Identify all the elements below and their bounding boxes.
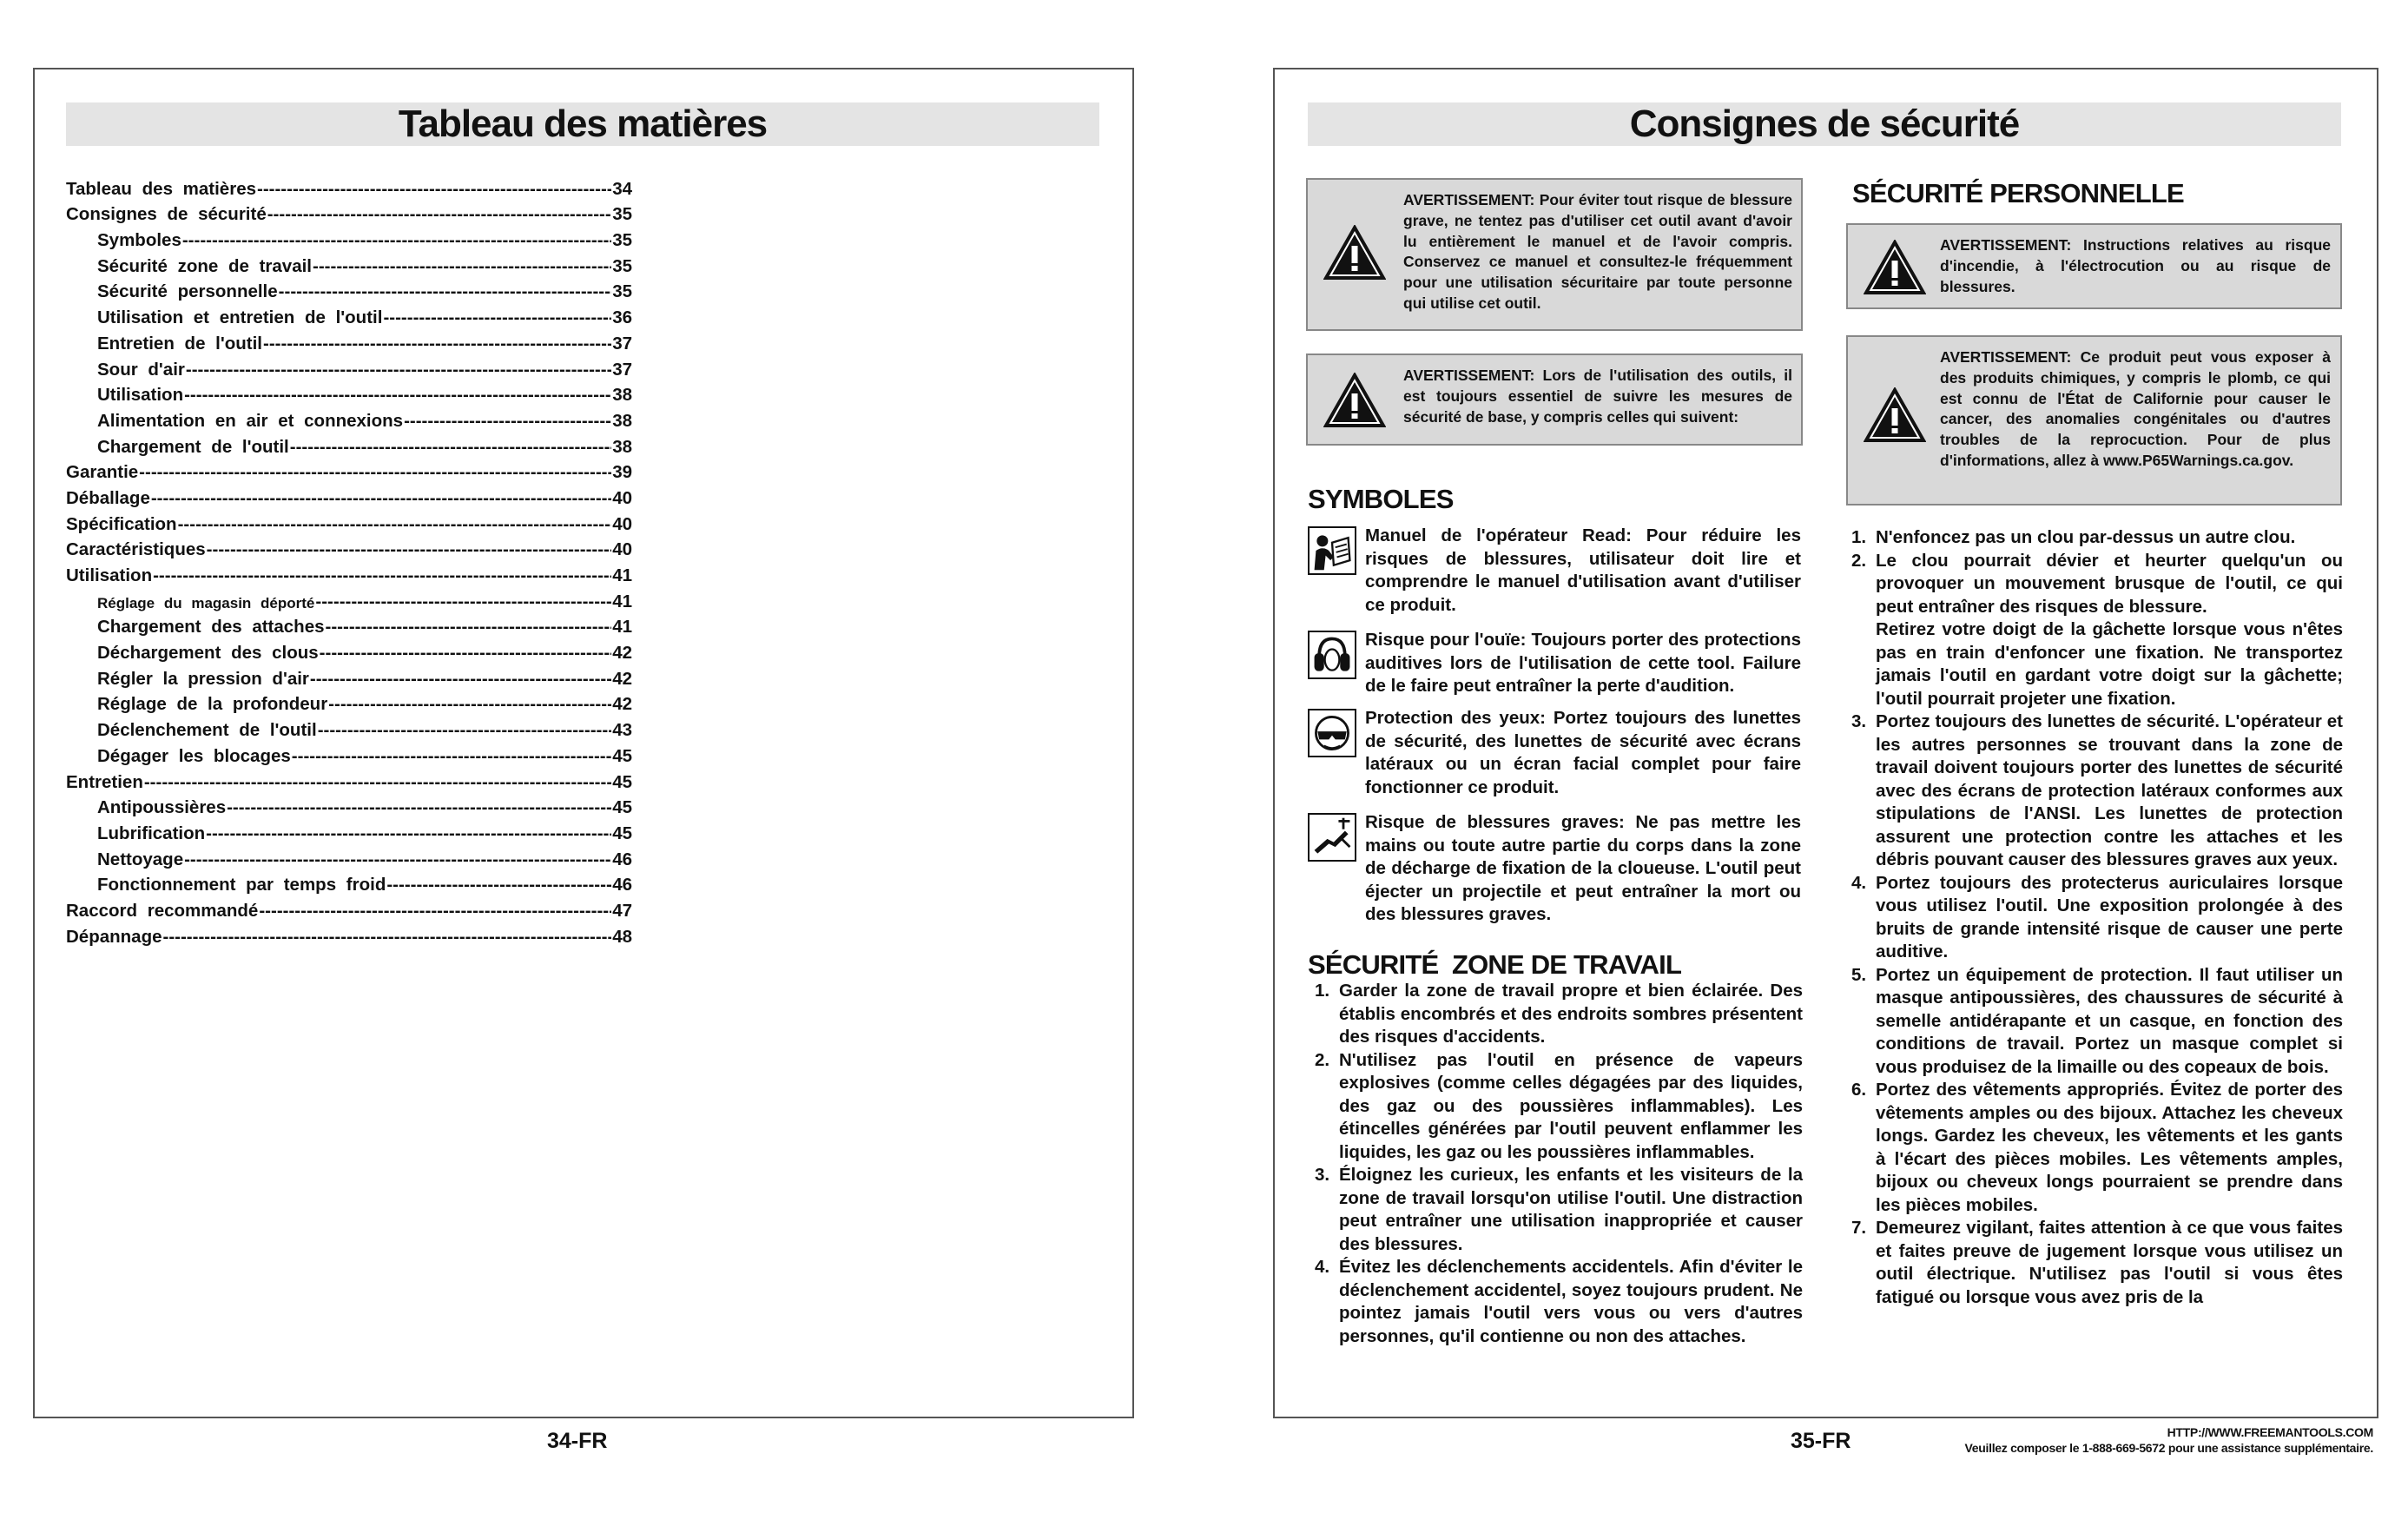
toc-entry <box>66 174 632 200</box>
toc-leader <box>186 360 611 380</box>
warning-box-basic-safety <box>1306 354 1803 446</box>
toc-label: Déchargement des clous <box>97 643 319 664</box>
toc-entry <box>66 354 632 380</box>
toc-label: Alimentation en air et connexions <box>97 410 404 431</box>
warning-text: AVERTISSEMENT: Ce produit peut vous exposer à des produits chimiques, y compris le plomb, ce qui est connu de l'État de Californie pour causer le cancer, des anomalies congénitales ou d'autres troubles de la reprocuction. Pour de plus d'informations, allez à www.P65Warnings.ca.gov. <box>1940 348 2331 469</box>
toc-entry <box>66 406 632 432</box>
toc-label: Symboles <box>97 230 181 251</box>
toc-entry <box>66 793 632 819</box>
toc-label: Réglage de la profondeur <box>97 694 328 715</box>
toc-entry <box>66 458 632 484</box>
warning-triangle-icon <box>1864 240 1926 295</box>
toc-leader <box>383 307 611 328</box>
toc-leader <box>315 591 611 612</box>
symbol-row <box>1308 707 1803 803</box>
left-page <box>33 68 1134 1418</box>
toc-page-number: 41 <box>612 565 632 585</box>
toc-page-number: 45 <box>612 745 632 766</box>
warning-box-read-manual <box>1306 178 1803 331</box>
toc-page-number: 46 <box>612 875 632 895</box>
toc-label: Sour d'air <box>97 359 185 380</box>
page-number-right: 35-FR <box>1791 1429 1851 1453</box>
toc-entry <box>66 225 632 251</box>
list-item <box>1310 1164 1803 1256</box>
toc-entry <box>66 612 632 638</box>
list-text: Le clou pourrait dévier et heurter quelqu'un ou provoquer un mouvement brusque de l'outil, ce qui peut entraîner des risques de blessure. <box>1876 550 2343 617</box>
toc-leader <box>259 901 611 922</box>
symbols-heading: SYMBOLES <box>1308 484 1454 514</box>
toc-entry <box>66 664 632 690</box>
toc-leader <box>153 565 611 586</box>
eye-protection-icon <box>1308 709 1356 757</box>
warning-text: AVERTISSEMENT: Lors de l'utilisation des outils, il est toujours essentiel de suivre les mesures de sécurité de base, y compris celles qui suivent: <box>1403 367 1792 426</box>
ear-protection-icon <box>1308 631 1356 679</box>
list-number: 1. <box>1315 981 1330 1001</box>
toc-leader <box>263 334 611 354</box>
toc-entry <box>66 870 632 896</box>
toc-page-number: 45 <box>612 797 632 818</box>
footer-contact <box>1965 1424 2373 1456</box>
toc-entry <box>66 380 632 406</box>
toc-leader <box>139 462 611 483</box>
toc-page-number: 43 <box>612 720 632 741</box>
list-text: Éloignez les curieux, les enfants et les visiteurs de la zone de travail lorsqu'on utilise l'outil. Une distraction peut entraîner une utilisation inappropriée et causer des blessures. <box>1339 1165 1803 1254</box>
toc-page-number: 35 <box>612 204 632 225</box>
toc-page-number: 35 <box>612 281 632 302</box>
toc-label: Entretien <box>66 771 143 792</box>
list-text: Garder la zone de travail propre et bien éclairée. Des établis encombrés et des endroits sombres présentent des risques d'accidents. <box>1339 981 1803 1047</box>
table-of-contents <box>66 174 632 948</box>
toc-page-number: 41 <box>612 591 632 611</box>
list-number: 5. <box>1851 964 1867 985</box>
list-item <box>1310 1049 1803 1165</box>
toc-page-number: 45 <box>612 771 632 792</box>
toc-page-number: 47 <box>612 900 632 921</box>
list-item <box>1310 980 1803 1049</box>
list-text: Évitez les déclenchements accidentels. Afin d'éviter le déclenchement accidentel, soyez toujours prudent. Ne pointez jamais l'outil vers vous ou vers d'autres personnes, qu'il contienne ou non des attaches. <box>1339 1257 1803 1346</box>
warning-text: AVERTISSEMENT: Pour éviter tout risque de blessure grave, ne tentez pas d'utiliser cet outil avant d'avoir lu entièrement le manuel et de l'avoir compris. Conservez ce manuel et consultez-le fréquemment pour une utilisation sécuritaire par toute personne qui utilise cet outil. <box>1403 191 1792 312</box>
toc-entry <box>66 560 632 586</box>
toc-entry <box>66 200 632 226</box>
toc-page-number: 35 <box>612 255 632 276</box>
toc-label: Régler la pression d'air <box>97 668 309 689</box>
toc-entry <box>66 767 632 793</box>
toc-label: Fonctionnement par temps froid <box>97 875 386 895</box>
symbol-description: Risque pour l'ouïe: Toujours porter des protections auditives lors de l'utilisation de cette tool. Failure de le faire peut entraîner la perte d'audition. <box>1365 630 1801 696</box>
list-item <box>1846 1217 2343 1309</box>
list-number: 2. <box>1315 1049 1330 1070</box>
symbol-description: Manuel de l'opérateur Read: Pour réduire les risques de blessures, utilisateur doit lire et comprendre le manuel d'utilisation avant d'utiliser ce produit. <box>1365 525 1801 615</box>
toc-entry <box>66 741 632 767</box>
warning-triangle-icon <box>1864 387 1926 443</box>
warning-box-prop65 <box>1846 335 2342 505</box>
list-number: 6. <box>1851 1080 1867 1100</box>
list-item <box>1846 964 2343 1080</box>
toc-page-number: 38 <box>612 436 632 457</box>
toc-leader <box>227 797 611 818</box>
work-area-list <box>1310 980 1803 1348</box>
toc-leader <box>207 539 612 560</box>
toc-page-number: 40 <box>612 487 632 508</box>
list-number: 1. <box>1851 527 1867 547</box>
symbol-row <box>1308 525 1803 620</box>
toc-entry <box>66 844 632 870</box>
toc-label: Raccord recommandé <box>66 900 259 921</box>
toc-label: Dépannage <box>66 926 162 947</box>
list-item <box>1846 710 2343 872</box>
toc-leader <box>206 823 611 844</box>
toc-page-number: 37 <box>612 359 632 380</box>
toc-label: Déballage <box>66 487 150 508</box>
list-item <box>1846 1079 2343 1217</box>
list-text: N'enfoncez pas un clou par-dessus un autre clou. <box>1876 527 2296 547</box>
page-title: Tableau des matières <box>66 102 1099 146</box>
toc-leader <box>279 281 612 302</box>
toc-entry <box>66 483 632 509</box>
page-number-left: 34-FR <box>547 1429 608 1453</box>
toc-leader <box>163 927 612 948</box>
symbol-row <box>1308 629 1803 702</box>
list-number: 2. <box>1851 550 1867 571</box>
toc-label: Antipoussières <box>97 797 227 818</box>
toc-leader <box>328 694 611 715</box>
hand-injury-icon <box>1308 813 1356 862</box>
toc-entry <box>66 715 632 741</box>
toc-entry <box>66 328 632 354</box>
toc-label: Spécification <box>66 513 177 534</box>
toc-label: Entretien de l'outil <box>97 333 262 354</box>
list-text: Portez des vêtements appropriés. Évitez de porter des vêtements amples ou des bijoux. Attachez les cheveux longs. Gardez les cheveux, les vêtements et les gants à l'écart des pièces mobiles. Les vêtements amples, bijoux ou cheveux longs pourraient se prendre dans les pièces mobiles. <box>1876 1080 2343 1215</box>
toc-entry <box>66 586 632 612</box>
toc-page-number: 40 <box>612 539 632 560</box>
symbol-description: Risque de blessures graves: Ne pas mettre les mains ou toute autre partie du corps dans la zone de décharge de fixation de la cloueuse. L'outil peut éjecter un projectile et peut entraîner la mort ou des blessures graves. <box>1365 812 1801 924</box>
toc-leader <box>290 437 611 458</box>
toc-page-number: 42 <box>612 643 632 664</box>
toc-page-number: 41 <box>612 617 632 638</box>
symbol-row <box>1308 811 1803 933</box>
toc-label: Sécurité personnelle <box>97 281 278 302</box>
toc-page-number: 48 <box>612 926 632 947</box>
toc-entry <box>66 638 632 664</box>
toc-label: Chargement des attaches <box>97 617 325 638</box>
toc-page-number: 45 <box>612 823 632 843</box>
manual-reader-icon <box>1308 526 1356 575</box>
toc-page-number: 46 <box>612 849 632 869</box>
toc-label: Dégager les blocages <box>97 745 291 766</box>
toc-label: Déclenchement de l'outil <box>97 720 317 741</box>
toc-page-number: 37 <box>612 333 632 354</box>
toc-entry <box>66 251 632 277</box>
toc-leader <box>184 385 611 406</box>
toc-page-number: 35 <box>612 230 632 251</box>
toc-page-number: 42 <box>612 694 632 715</box>
toc-leader <box>318 720 612 741</box>
toc-leader <box>184 849 611 870</box>
toc-leader <box>257 179 611 200</box>
toc-entry <box>66 895 632 922</box>
list-number: 3. <box>1851 711 1867 731</box>
footer-phone: Veuillez composer le 1-888-669-5672 pour une assistance supplémentaire. <box>1964 1441 2373 1455</box>
toc-leader <box>310 669 611 690</box>
toc-label: Réglage du magasin déporté <box>97 594 315 611</box>
list-item <box>1846 526 2343 550</box>
toc-label: Nettoyage <box>97 849 184 869</box>
toc-label: Lubrification <box>97 823 206 843</box>
warning-triangle-icon <box>1323 225 1386 281</box>
toc-label: Chargement de l'outil <box>97 436 289 457</box>
toc-entry <box>66 535 632 561</box>
toc-page-number: 39 <box>612 462 632 483</box>
toc-leader <box>320 643 612 664</box>
personal-safety-list <box>1846 526 2343 1309</box>
toc-leader <box>326 617 612 638</box>
toc-entry <box>66 509 632 535</box>
toc-label: Caractéristiques <box>66 539 206 560</box>
toc-page-number: 36 <box>612 307 632 328</box>
toc-entry <box>66 818 632 844</box>
toc-page-number: 40 <box>612 513 632 534</box>
toc-page-number: 42 <box>612 668 632 689</box>
toc-entry <box>66 277 632 303</box>
toc-leader <box>404 411 611 432</box>
symbol-description: Protection des yeux: Portez toujours des lunettes de sécurité, des lunettes de sécurité avec écrans latéraux ou un écran facial complet pour faire fonctionner ce produit. <box>1365 708 1801 797</box>
toc-label: Utilisation et entretien de l'outil <box>97 307 383 328</box>
toc-leader <box>267 204 611 225</box>
warning-triangle-icon <box>1323 373 1386 428</box>
list-number: 3. <box>1315 1165 1330 1185</box>
toc-label: Utilisation <box>66 565 153 585</box>
toc-leader <box>178 514 612 535</box>
toc-leader <box>313 256 611 277</box>
toc-label: Tableau des matières <box>66 178 256 199</box>
work-area-heading: SÉCURITÉ ZONE DE TRAVAIL <box>1308 949 1682 980</box>
toc-leader <box>182 230 611 251</box>
toc-label: Sécurité zone de travail <box>97 255 313 276</box>
list-number: 4. <box>1851 872 1867 893</box>
list-item <box>1846 550 2343 711</box>
list-item <box>1846 872 2343 964</box>
toc-label: Consignes de sécurité <box>66 204 267 225</box>
toc-label: Utilisation <box>97 385 184 406</box>
toc-entry <box>66 432 632 458</box>
list-number: 4. <box>1315 1257 1330 1277</box>
toc-entry <box>66 922 632 948</box>
toc-leader <box>144 772 611 793</box>
warning-box-fire-electrocution <box>1846 223 2342 309</box>
page-title: Consignes de sécurité <box>1308 102 2341 146</box>
list-text: Portez un équipement de protection. Il faut utiliser un masque antipoussières, des chaussures de sécurité à semelle antidérapante et un casque, en fonction des conditions de travail. Portez un masque complet si vous produisez de la limaille ou des copeaux de bois. <box>1876 964 2343 1077</box>
toc-page-number: 38 <box>612 385 632 406</box>
list-subparagraph: Retirez votre doigt de la gâchette lorsque vous n'êtes pas en train d'enfoncer une fixation. Ne transportez jamais l'outil en gardant votre doigt sur la gâchette; l'outil pourrait projeter une fixation. <box>1876 619 2343 709</box>
warning-text: AVERTISSEMENT: Instructions relatives au risque d'incendie, à l'électrocution ou au risque de blessures. <box>1940 236 2331 295</box>
toc-leader <box>292 746 611 767</box>
list-item <box>1310 1256 1803 1348</box>
footer-url: HTTP://WWW.FREEMANTOOLS.COM <box>2167 1425 2373 1439</box>
personal-safety-heading: SÉCURITÉ PERSONNELLE <box>1852 178 2184 208</box>
list-text: N'utilisez pas l'outil en présence de vapeurs explosives (comme celles dégagées par des liquides, des gaz ou des poussières inflammables). Les étincelles générées par l'outil peuvent enflammer les liquides, les gaz ou les poussières inflammables. <box>1339 1049 1803 1162</box>
list-number: 7. <box>1851 1218 1867 1238</box>
toc-entry <box>66 690 632 716</box>
list-text: Demeurez vigilant, faites attention à ce que vous faites et faites preuve de jugement lorsque vous utilisez un outil électrique. N'utilisez pas l'outil si vous êtes fatigué ou lorsque vous avez pris de la <box>1876 1218 2343 1307</box>
toc-page-number: 34 <box>612 178 632 199</box>
list-text: Portez toujours des lunettes de sécurité. L'opérateur et les autres personnes se trouvant dans la zone de travail doivent toujours porter des lunettes de sécurité avec des écrans de protection latéraux conformes aux stipulations de l'ANSI. Les lunettes de protection assurent une protection contre les attaches et les débris pouvant causer des blessures graves aux yeux. <box>1876 711 2343 869</box>
toc-entry <box>66 302 632 328</box>
toc-leader <box>151 488 611 509</box>
toc-leader <box>386 875 611 895</box>
list-text: Portez toujours des protecterus auriculaires lorsque vous utilisez l'outil. Une exposition prolongée à des bruits de grande intensité risque de causer une perte auditive. <box>1876 872 2343 961</box>
toc-page-number: 38 <box>612 410 632 431</box>
toc-label: Garantie <box>66 462 139 483</box>
